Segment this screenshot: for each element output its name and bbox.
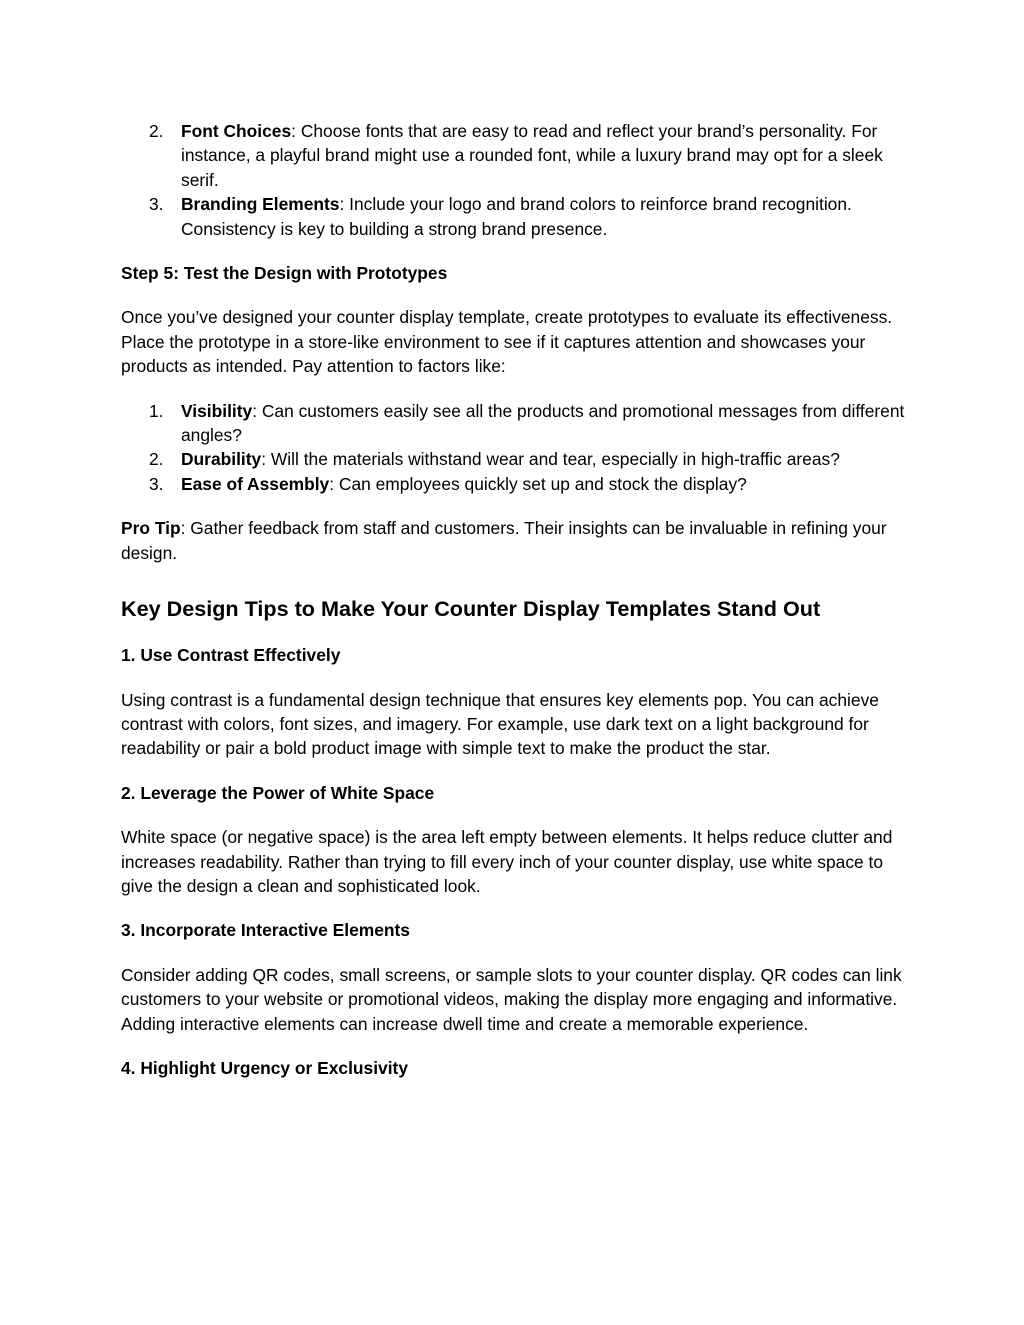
list-term: Font Choices bbox=[181, 121, 292, 141]
list-text: : Choose fonts that are easy to read and reflect your brand’s personality. For instance, a playful brand might use a rounded font, while a luxury brand may opt for a sleek serif. bbox=[181, 121, 883, 190]
tip1-heading: 1. Use Contrast Effectively bbox=[121, 645, 341, 666]
step5-paragraph: Once you’ve designed your counter display template, create prototypes to evaluate its effectiveness. Place the prototype in a store-like environment to see if it captures attention and showcases your products as intended. Pay attention to factors like: bbox=[121, 307, 893, 377]
list-item bbox=[121, 399, 911, 448]
tip1-paragraph: Using contrast is a fundamental design technique that ensures key elements pop. You can achieve contrast with colors, font sizes, and imagery. For example, use dark text on a light background for readability or pair a bold product image with simple text to make the product the star. bbox=[121, 689, 879, 759]
list-term: Visibility bbox=[181, 400, 253, 421]
tip3-paragraph: Consider adding QR codes, small screens, or sample slots to your counter display. QR codes can link customers to your website or promotional videos, making the display more engaging and informative. Adding interactive elements can increase dwell time and create a memorable experience. bbox=[121, 964, 902, 1034]
list-number: 1. bbox=[149, 400, 164, 421]
document-page bbox=[121, 119, 911, 1080]
section-heading: Key Design Tips to Make Your Counter Display Templates Stand Out bbox=[121, 596, 821, 622]
list-term: Ease of Assembly bbox=[181, 473, 330, 494]
list-item bbox=[121, 472, 911, 496]
list-number: 3. bbox=[149, 473, 164, 494]
tip2-heading: 2. Leverage the Power of White Space bbox=[121, 782, 435, 803]
list-item bbox=[121, 192, 911, 241]
list-item bbox=[121, 119, 911, 192]
list-number: 2. bbox=[149, 121, 164, 141]
list-item bbox=[121, 447, 911, 471]
step5-heading: Step 5: Test the Design with Prototypes bbox=[121, 263, 448, 284]
list-term: Durability bbox=[181, 449, 262, 470]
list-text: : Will the materials withstand wear and tear, especially in high-traffic areas? bbox=[261, 449, 840, 470]
tip2-paragraph: White space (or negative space) is the area left empty between elements. It helps reduce clutter and increases readability. Rather than trying to fill every inch of your counter display, use white space to give the design a clean and sophisticated look. bbox=[121, 827, 893, 896]
tip3-heading: 3. Incorporate Interactive Elements bbox=[121, 920, 410, 941]
list-term: Branding Elements bbox=[181, 194, 340, 215]
list-text: : Can employees quickly set up and stock the display? bbox=[329, 473, 747, 494]
branding-list bbox=[121, 119, 911, 241]
list-number: 2. bbox=[149, 449, 164, 470]
list-number: 3. bbox=[149, 194, 164, 215]
pro-tip-paragraph bbox=[121, 516, 911, 565]
list-text: : Can customers easily see all the products and promotional messages from different angles? bbox=[181, 400, 905, 446]
pro-tip-text: : Gather feedback from staff and customers. Their insights can be invaluable in refining your design. bbox=[121, 518, 887, 563]
pro-tip-label: Pro Tip bbox=[121, 518, 181, 539]
list-text: : Include your logo and brand colors to reinforce brand recognition. Consistency is key to building a strong brand presence. bbox=[181, 194, 852, 239]
tip4-heading: 4. Highlight Urgency or Exclusivity bbox=[121, 1057, 409, 1078]
factors-list bbox=[121, 399, 911, 497]
